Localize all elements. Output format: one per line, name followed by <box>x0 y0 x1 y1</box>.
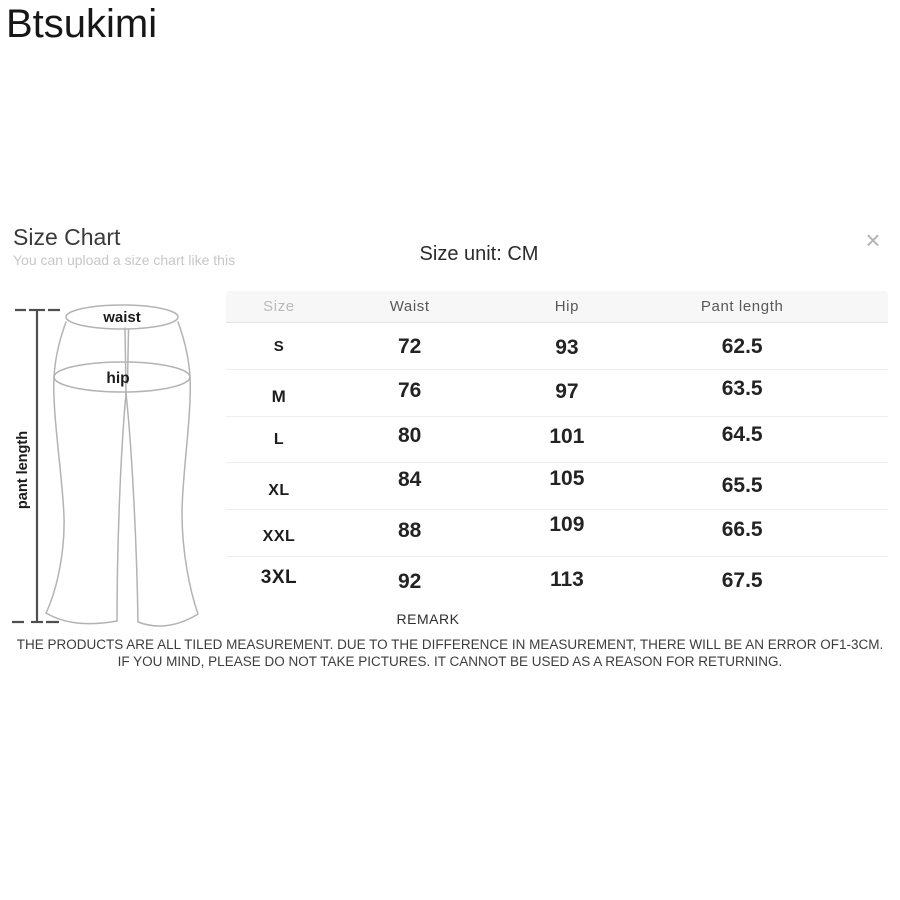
table-row <box>226 510 888 557</box>
size-table-body <box>226 323 888 603</box>
table-cell-pant: 67.5 <box>721 568 763 592</box>
table-row <box>226 323 888 370</box>
table-cell-waist: 76 <box>398 378 422 402</box>
table-cell-waist: 72 <box>398 334 422 358</box>
table-row <box>226 557 888 603</box>
table-cell-size: XXL <box>262 528 296 546</box>
left-leg-inner <box>117 393 126 621</box>
pant-length-label: pant length <box>15 430 31 510</box>
table-cell-size: M <box>271 386 287 406</box>
right-leg-inner <box>126 393 138 622</box>
waist-label: waist <box>103 309 141 326</box>
table-cell-pant: 65.5 <box>721 474 763 498</box>
brand-logo: Btsukimi <box>6 2 158 46</box>
table-cell-pant: 63.5 <box>721 376 763 400</box>
size-table <box>226 291 888 603</box>
hip-label: hip <box>106 370 130 387</box>
column-header-pant: Pant length <box>700 298 784 315</box>
column-header-hip: Hip <box>554 298 580 315</box>
table-cell-size: S <box>273 338 285 356</box>
table-cell-hip: 97 <box>555 379 579 403</box>
table-cell-size: 3XL <box>260 566 298 588</box>
left-leg-outline <box>46 322 117 624</box>
table-cell-hip: 113 <box>549 567 584 591</box>
disclaimer-line-1: THE PRODUCTS ARE ALL TILED MEASUREMENT. DUE TO THE DIFFERENCE IN MEASUREMENT, THERE WILL BE AN ERROR OF1-3CM. <box>16 637 884 652</box>
column-header-waist: Waist <box>389 298 430 315</box>
table-cell-waist: 92 <box>398 569 422 593</box>
table-cell-pant: 64.5 <box>721 423 763 447</box>
pants-diagram <box>5 295 235 640</box>
size-unit-label: Size unit: CM <box>419 243 539 265</box>
table-cell-hip: 93 <box>555 335 579 359</box>
disclaimer-line-2: IF YOU MIND, PLEASE DO NOT TAKE PICTURES. IT CANNOT BE USED AS A REASON FOR RETURNING. <box>117 654 783 669</box>
table-cell-pant: 66.5 <box>721 518 763 542</box>
column-header-size: Size <box>263 298 295 315</box>
dialog-title: Size Chart <box>13 224 121 250</box>
close-icon[interactable]: × <box>865 225 881 255</box>
disclaimer-text <box>0 636 900 670</box>
table-cell-hip: 101 <box>549 425 585 449</box>
dialog-subtitle: You can upload a size chart like this <box>13 252 236 268</box>
table-row <box>226 370 888 417</box>
table-row <box>226 417 888 464</box>
size-table-header <box>226 291 888 323</box>
right-leg-outline <box>138 322 198 626</box>
table-cell-hip: 105 <box>549 467 585 491</box>
table-cell-waist: 80 <box>398 424 422 448</box>
table-cell-waist: 88 <box>398 519 422 543</box>
table-cell-waist: 84 <box>398 468 422 492</box>
table-cell-hip: 109 <box>549 513 585 537</box>
table-row <box>226 463 888 510</box>
table-cell-size: L <box>273 431 285 449</box>
table-cell-pant: 62.5 <box>721 334 763 358</box>
table-cell-size: XL <box>268 482 290 500</box>
remark-label: REMARK <box>396 611 460 627</box>
